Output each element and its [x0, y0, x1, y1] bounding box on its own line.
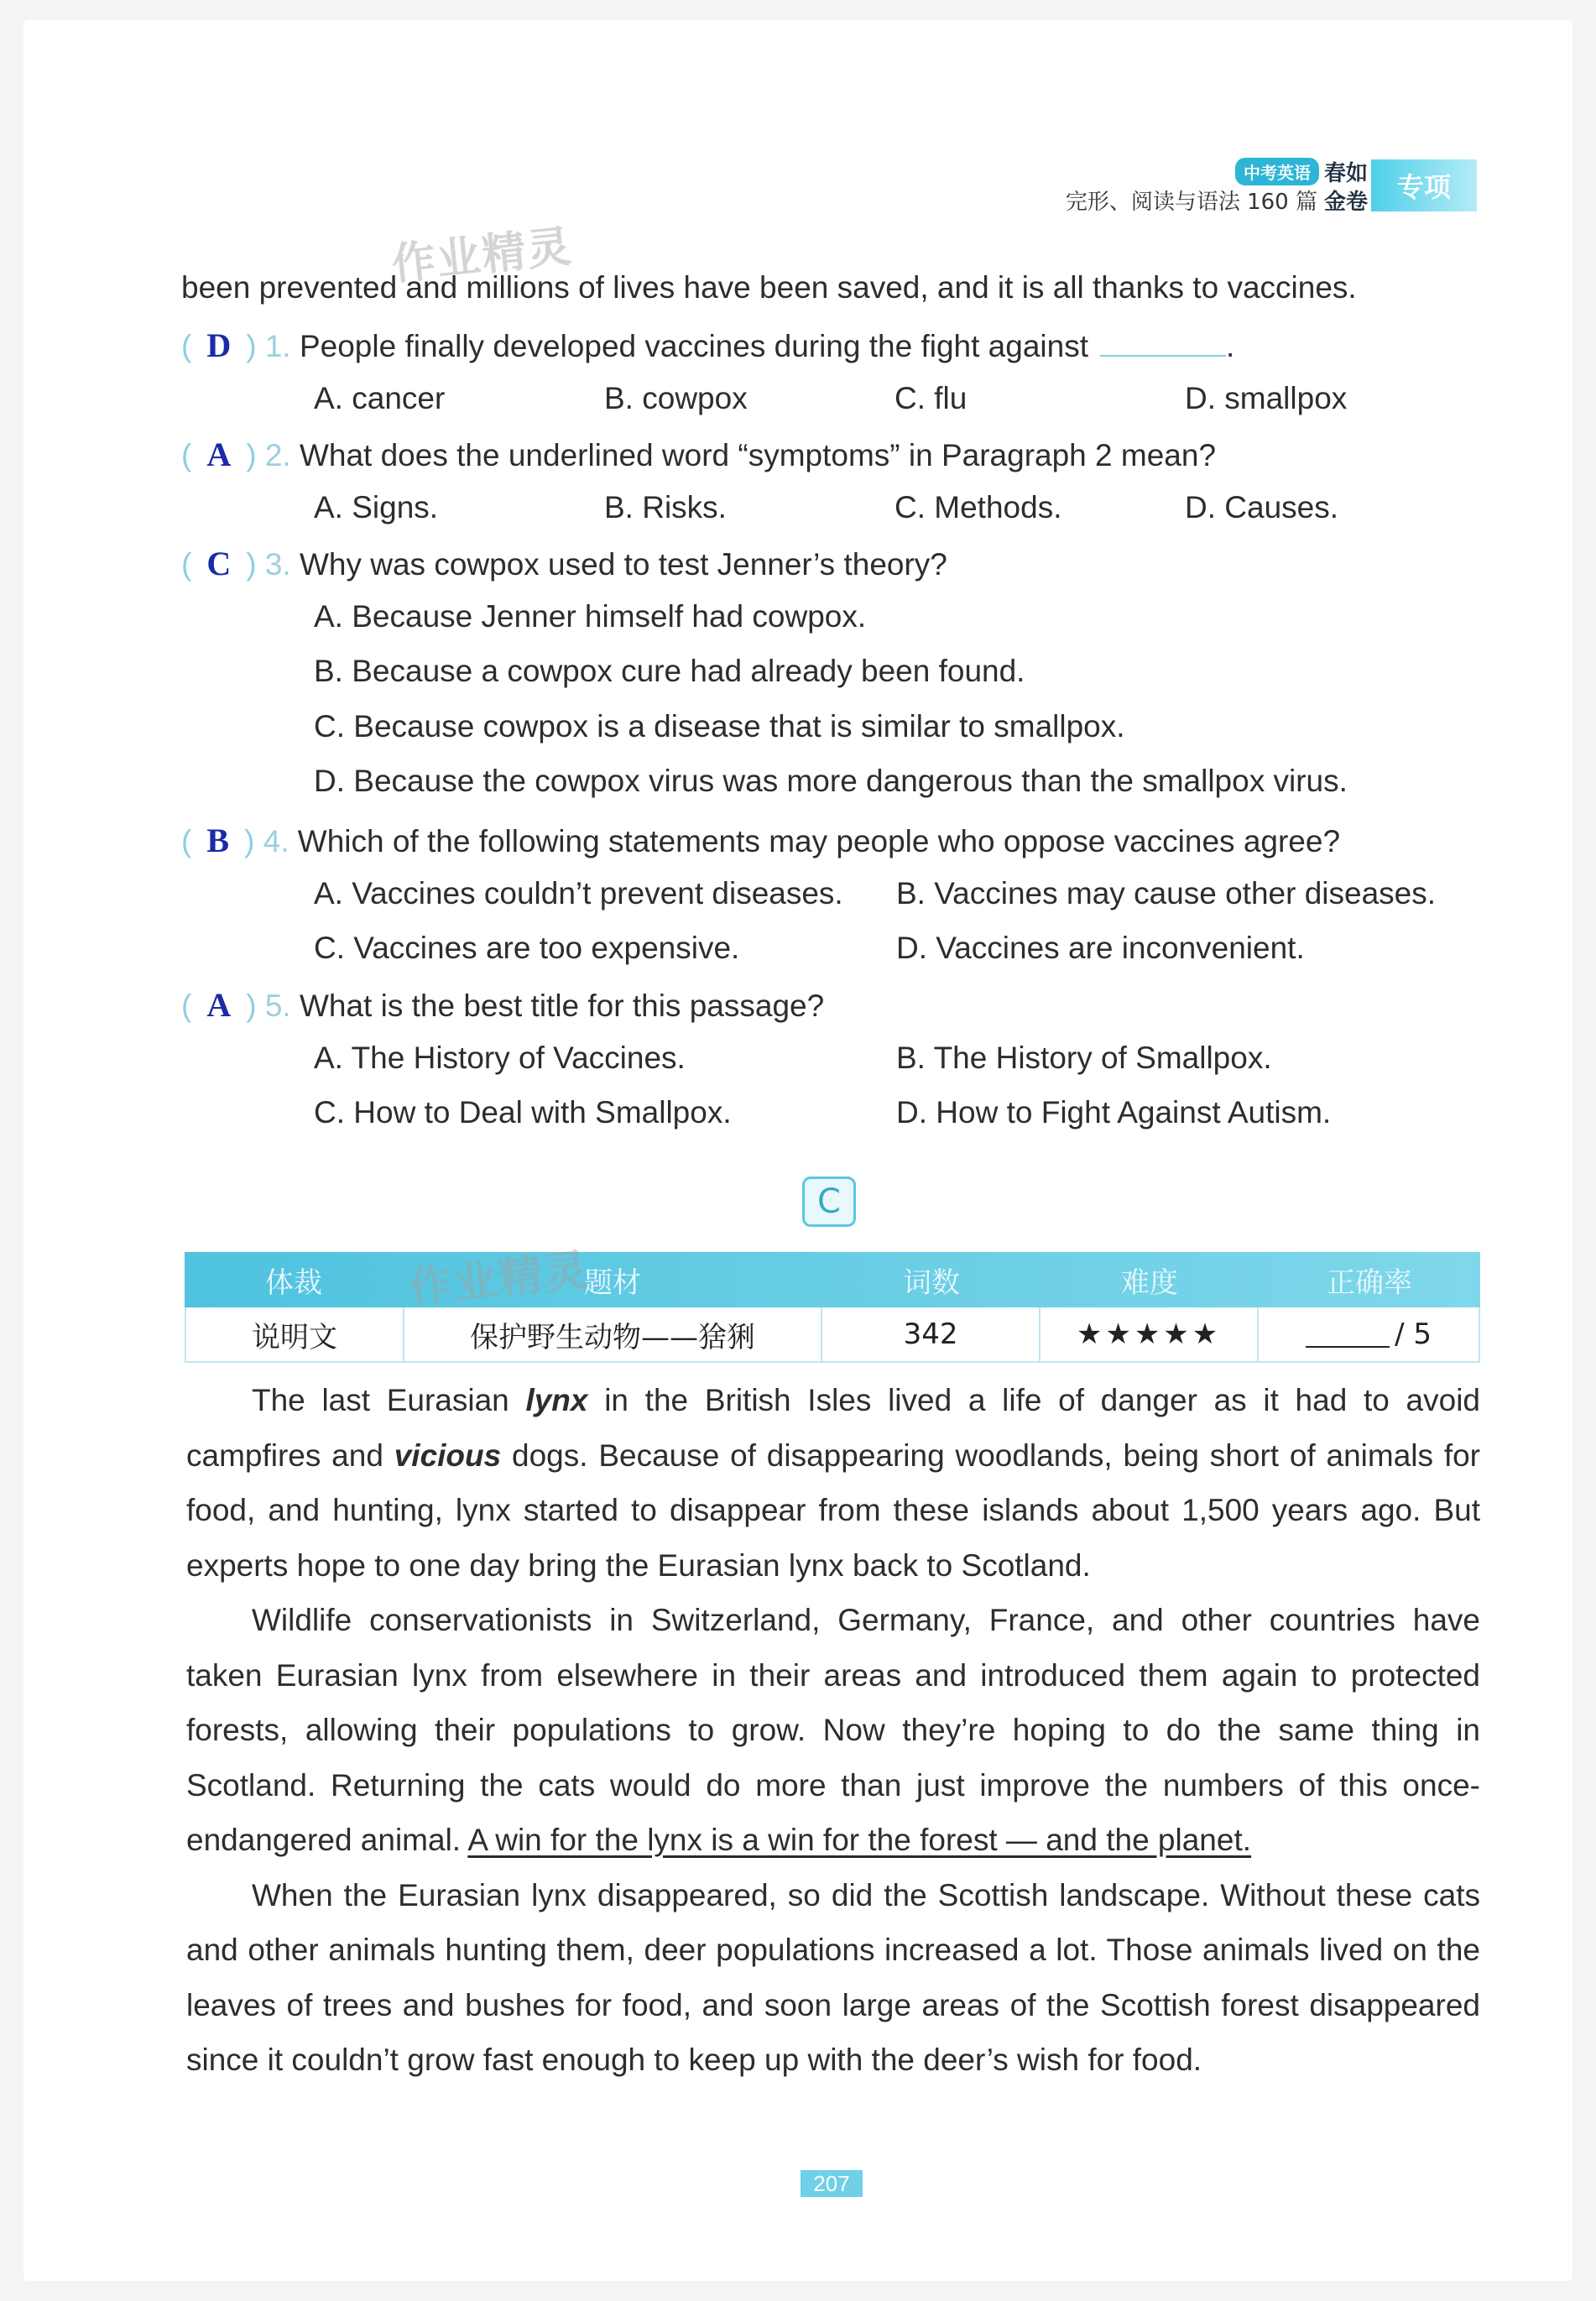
header-brand-2: 金卷: [1323, 189, 1368, 214]
question-number: 3.: [264, 547, 291, 582]
question-1: ( D ) 1. People finally developed vaccines during the fight against .: [181, 326, 1235, 364]
question-2-option: A. Signs.: [314, 489, 439, 524]
info-table-header: [185, 1252, 1480, 1307]
p1-text-c: dogs. Because of disappearing woodlands, being short of animals for food, and hunting, lynx started to disappear from these islands about 1,500 years ago. But experts hope to one day bring the Eurasian lynx back to Scotland.: [186, 1437, 1480, 1583]
paren-close: ): [246, 547, 257, 582]
question-1-option: D. smallpox: [1185, 380, 1348, 415]
question-5-option: A. The History of Vaccines.: [314, 1040, 686, 1075]
word-vicious: vicious: [394, 1437, 502, 1473]
question-2-option: B. Risks.: [604, 489, 727, 524]
question-1-option: A. cancer: [314, 380, 446, 415]
cell-accuracy[interactable]: [1259, 1307, 1479, 1361]
word-lynx: lynx: [525, 1383, 588, 1417]
header-subtitle: 完形、阅读与语法 160 篇: [1065, 190, 1317, 215]
question-3-option: B. Because a cowpox cure had already been found.: [314, 654, 1025, 688]
paragraph-2: [186, 1593, 1480, 1868]
underlined-sentence: A win for the lynx is a win for the forest — and the planet.: [467, 1823, 1252, 1857]
section-label: C: [817, 1182, 841, 1221]
question-1-option: B. cowpox: [604, 380, 748, 415]
question-number: 2.: [264, 438, 291, 472]
cell-topic: 保护野生动物——猞猁: [404, 1307, 822, 1361]
question-4-option: C. Vaccines are too expensive.: [314, 931, 740, 965]
answer-blank[interactable]: [1100, 355, 1226, 357]
header-cell-words: 词数: [903, 1265, 960, 1300]
paren-close: ): [246, 438, 257, 472]
paragraph-1: [186, 1373, 1480, 1593]
question-stem: Which of the following statements may people who oppose vaccines agree?: [297, 824, 1341, 858]
page-header: [1041, 156, 1477, 215]
score-blank[interactable]: [1306, 1321, 1390, 1348]
p2-text: Wildlife conservationists in Switzerland, Germany, France, and other countries have taken Eurasian lynx from elsewhere in their areas and introduced them again to protected forests, allowing their populations to grow. Now they’re hoping to do the same thing in Scotland. Returning the cats would do more than just improve the numbers of this once-endangered animal.: [186, 1603, 1480, 1857]
question-2: [181, 435, 1216, 474]
info-table: [185, 1252, 1480, 1363]
question-4-option: D. Vaccines are inconvenient.: [896, 931, 1305, 965]
p1-text-b: in the British Isles lived a life of danger as it had to avoid campfires and: [186, 1383, 1480, 1473]
question-number: 1.: [264, 329, 291, 363]
header-cell-difficulty: 难度: [1121, 1265, 1178, 1300]
question-stem: People finally developed vaccines during the fight against: [299, 329, 1088, 363]
question-stem: What is the best title for this passage?: [299, 989, 825, 1023]
question-5-option: D. How to Fight Against Autism.: [896, 1095, 1332, 1130]
paragraph-3: When the Eurasian lynx disappeared, so did the Scottish landscape. Without these cats and other animals hunting them, deer populations increased a lot. Those animals lived on the leaves of trees and bushes for food, and soon large areas of the Scottish forest disappeared since it couldn’t grow fast enough to keep up with the deer’s wish for food.: [186, 1877, 1480, 2077]
question-4-option: B. Vaccines may cause other diseases.: [896, 875, 1437, 910]
question-4-option: A. Vaccines couldn’t prevent diseases.: [314, 875, 843, 910]
paren-close: ): [246, 989, 257, 1023]
question-5: [181, 985, 824, 1025]
question-5-option: C. How to Deal with Smallpox.: [314, 1095, 732, 1130]
watermark: 作业精灵: [389, 221, 576, 291]
paren-open: (: [181, 438, 192, 472]
question-1-option: C. flu: [894, 380, 968, 415]
cell-words: 342: [822, 1307, 1041, 1361]
answer-letter: A: [206, 436, 232, 473]
p1-text-a: The last Eurasian: [252, 1383, 526, 1417]
paren-open: (: [181, 824, 192, 858]
question-3-option: D. Because the cowpox virus was more dangerous than the smallpox virus.: [314, 764, 1348, 798]
paren-open: (: [181, 329, 192, 363]
question-3: [181, 544, 947, 583]
paren-open: (: [181, 547, 192, 582]
header-logo: 专项: [1371, 159, 1477, 211]
question-stem: Why was cowpox used to test Jenner’s theory?: [299, 547, 947, 582]
header-badge: 中考英语: [1235, 158, 1319, 185]
watermark-2: 作业精灵: [406, 1244, 592, 1315]
header-cell-accuracy: 正确率: [1327, 1265, 1412, 1300]
answer-letter: A: [206, 986, 232, 1024]
score-total: / 5: [1395, 1317, 1432, 1351]
question-stem: What does the underlined word “symptoms” in Paragraph 2 mean?: [299, 438, 1217, 472]
question-3-option: C. Because cowpox is a disease that is similar to smallpox.: [314, 708, 1125, 744]
paren-open: (: [181, 989, 192, 1023]
paren-close: ): [246, 329, 257, 363]
answer-letter: D: [206, 326, 232, 364]
header-brand: 春如: [1323, 160, 1368, 185]
header-cell-genre: 体裁: [265, 1265, 322, 1300]
question-5-option: B. The History of Smallpox.: [896, 1040, 1272, 1075]
section-badge: [802, 1177, 856, 1227]
intro-line: been prevented and millions of lives have been saved, and it is all thanks to vaccines.: [181, 270, 1357, 305]
cell-difficulty: ★★★★★: [1041, 1307, 1259, 1361]
page-number: 207: [801, 2170, 863, 2197]
cell-genre: 说明文: [186, 1307, 404, 1361]
answer-letter: B: [206, 822, 230, 859]
question-number: 5.: [264, 989, 291, 1023]
question-2-option: C. Methods.: [894, 489, 1062, 524]
paren-close: ): [244, 824, 255, 858]
question-2-option: D. Causes.: [1185, 489, 1339, 524]
passage: [186, 1373, 1480, 2088]
info-table-row: [185, 1307, 1480, 1363]
question-4: [181, 821, 1340, 860]
question-3-option: A. Because Jenner himself had cowpox.: [314, 598, 867, 634]
header-cell-topic: 题材: [584, 1265, 641, 1300]
question-number: 4.: [263, 824, 289, 858]
answer-letter: C: [206, 545, 232, 582]
